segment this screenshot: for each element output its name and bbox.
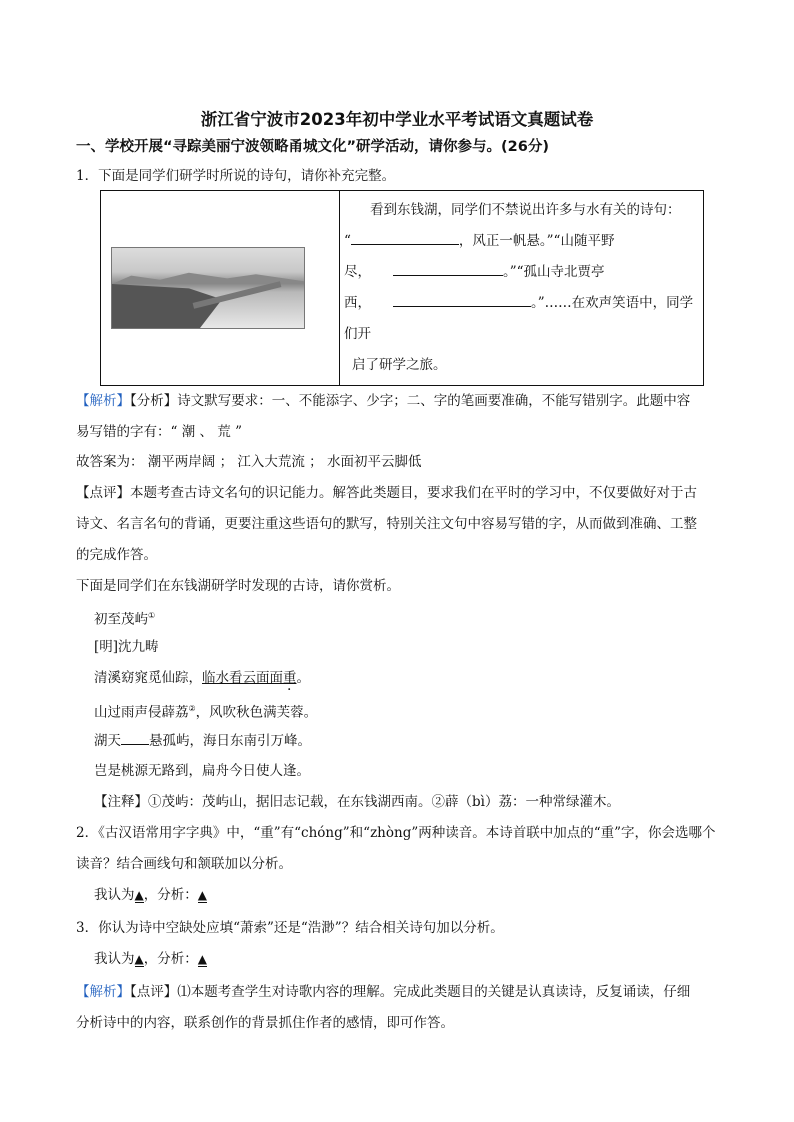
- answer-line: 故答案为： 潮平两岸阔 ； 江入大荒流 ； 水面初平云脚低: [76, 454, 422, 470]
- section-heading: 一、学校开展“寻踪美丽宁波领略甬城文化”研学活动，请你参与。(26分): [76, 139, 549, 155]
- poem-title: 初至茂屿①: [94, 611, 156, 628]
- box-line: 看到东钱湖，同学们不禁说出许多与水有关的诗句：: [370, 202, 681, 218]
- poem-line: 湖天 悬孤屿，海日东南引万峰。: [94, 730, 311, 751]
- question-2-answer: 我认为▲，分析：▲: [94, 887, 207, 903]
- lake-photo-icon: [111, 247, 305, 329]
- comment-line: 诗文、名言名句的背诵，更要注重这些语句的默写，特别关注文句中容易写错的字，从而做到准确、工整: [76, 516, 697, 532]
- page-title: 浙江省宁波市2023年初中学业水平考试语文真题试卷: [200, 110, 594, 129]
- answer-blank[interactable]: [351, 230, 459, 245]
- analysis-1-line: 【解析】【分析】诗文默写要求：一、不能添字、少字；二、字的笔画要准确，不能写错别字。此题中容: [76, 393, 691, 409]
- poem-intro: 下面是同学们在东钱湖研学时发现的古诗，请你赏析。: [76, 578, 400, 594]
- poem-author: [明]沈九畴: [94, 639, 159, 655]
- box-line: 尽， 。”“孤山寺北贾亭: [344, 257, 701, 288]
- box-line: 西， 。”……在欢声笑语中，同学: [344, 288, 701, 319]
- answer-placeholder[interactable]: ▲: [134, 952, 144, 966]
- question-3-stem: 3．你认为诗中空缺处应填“萧索”还是“浩渺”？结合相关诗句加以分析。: [76, 920, 504, 936]
- question-3-answer: 我认为▲，分析：▲: [94, 951, 207, 967]
- poem-line: 岂是桃源无路到，扁舟今日使人逢。: [94, 763, 310, 779]
- poem-line: 山过雨声侵薜荔②，风吹秋色满芙蓉。: [94, 704, 318, 721]
- analysis-3-line: 【解析】【点评】⑴本题考查学生对诗歌内容的理解。完成此类题目的关键是认真读诗，反复诵读，仔细: [76, 984, 691, 1000]
- photo-cell: [101, 191, 340, 386]
- answer-placeholder[interactable]: ▲: [197, 952, 207, 966]
- poem-blank[interactable]: [121, 730, 149, 745]
- answer-placeholder[interactable]: ▲: [134, 888, 144, 902]
- box-line: “ ，风正一帆悬。”“山随平野: [344, 226, 701, 257]
- analysis-tag: 【解析】: [76, 393, 130, 409]
- analysis-subtag: 【分析】: [130, 393, 178, 409]
- dotted-character: 重: [283, 670, 297, 686]
- answer-blank[interactable]: [393, 261, 503, 276]
- underlined-line: 临水看云面面重: [202, 670, 297, 686]
- poem-fill-text: [340, 191, 704, 386]
- answer-blank[interactable]: [393, 292, 531, 307]
- box-line: 们开: [344, 326, 371, 342]
- question-1-box: [100, 190, 704, 386]
- box-line: 启了研学之旅。: [352, 357, 447, 373]
- comment-line: 的完成作答。: [76, 547, 157, 563]
- analysis-3-line: 分析诗中的内容，联系创作的背景抓住作者的感情，即可作答。: [76, 1015, 454, 1031]
- answer-placeholder[interactable]: ▲: [197, 888, 207, 902]
- question-2-stem: 读音？结合画线句和颔联加以分析。: [76, 856, 292, 872]
- analysis-1-line: 易写错的字有：“ 潮 、 荒 ”: [76, 424, 242, 440]
- question-2-stem: 2．《古汉语常用字字典》中，“重”有“chóng”和“zhòng”两种读音。本诗首联中加点的“重”字，你会选哪个: [76, 825, 716, 841]
- analysis-tag: 【解析】: [76, 984, 130, 1000]
- poem-line: 清溪窈窕觅仙踪，临水看云面面重。: [94, 670, 310, 686]
- poem-note: 【注释】①茂屿：茂屿山，据旧志记载，在东钱湖西南。②薜（bì）荔：一种常绿灌木。: [94, 794, 620, 810]
- question-1-stem: 1．下面是同学们研学时所说的诗句，请你补充完整。: [76, 168, 396, 184]
- comment-line: 【点评】本题考查古诗文名句的识记能力。解答此类题目，要求我们在平时的学习中，不仅要做好对于古: [76, 485, 697, 501]
